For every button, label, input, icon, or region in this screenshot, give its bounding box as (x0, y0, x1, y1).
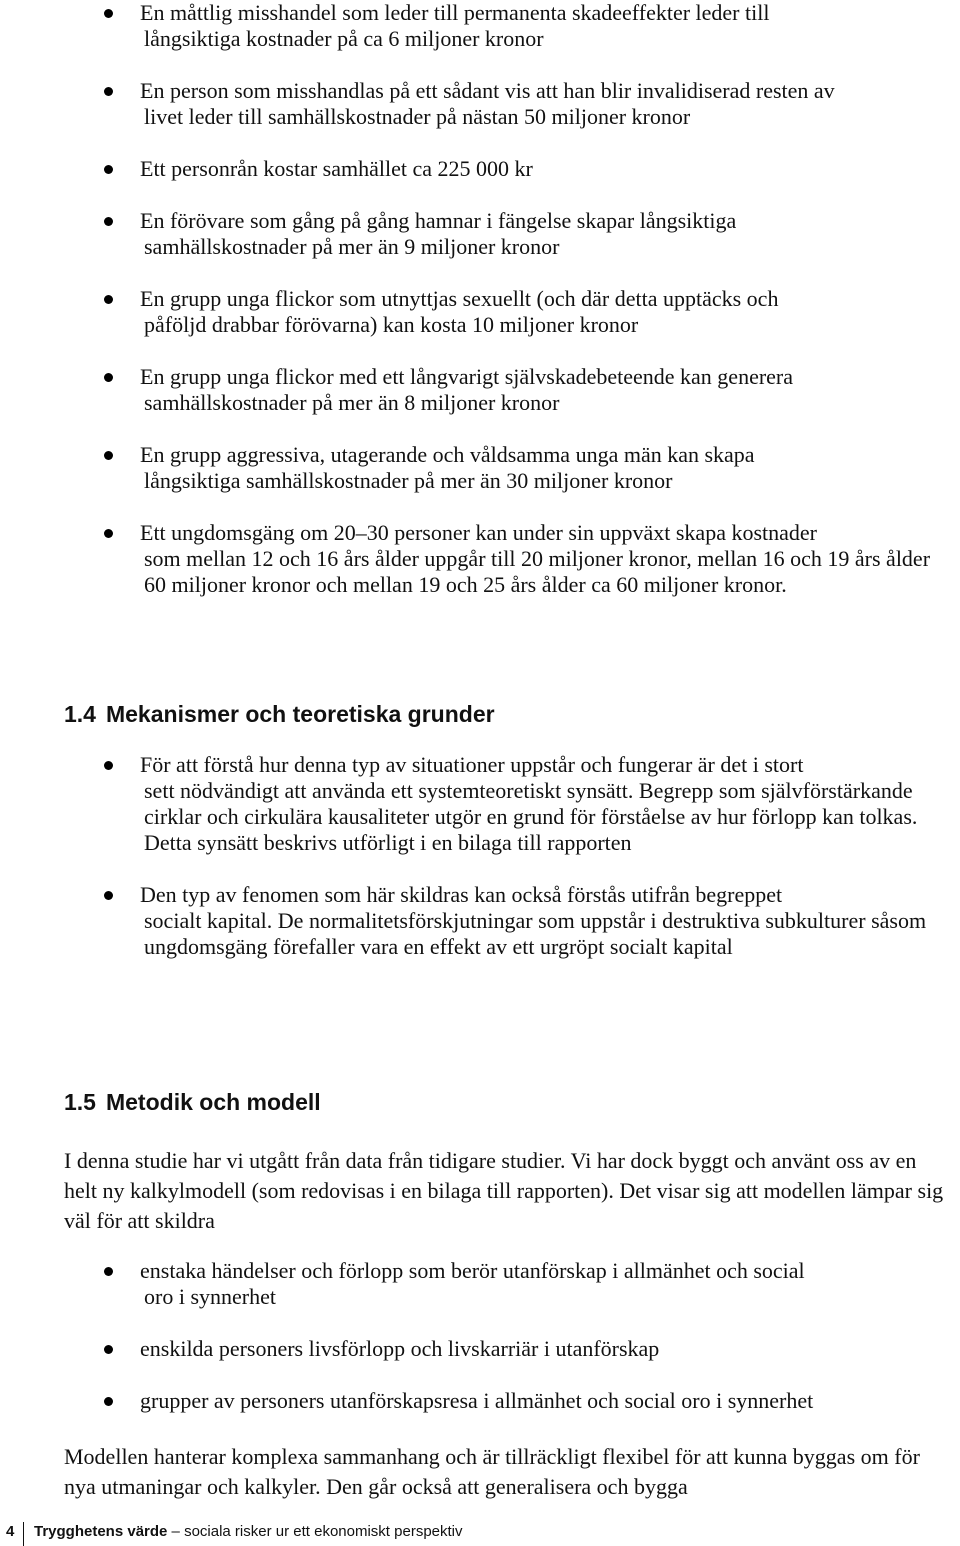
list-item: En grupp unga flickor med ett långvarigt självskadebeteende kan generera samhällskostnader på mer än 8 miljoner kronor (0, 364, 960, 416)
list-item: Den typ av fenomen som här skildras kan också förstås utifrån begreppet socialt kapital. De normalitetsförskjutningar som uppstår i destruktiva subkulturer såsom ungdomsgäng förefaller vara en effekt av ett urgröpt socialt kapital (0, 882, 960, 960)
list-item: Ett ungdomsgäng om 20–30 personer kan under sin uppväxt skapa kostnader som mellan 12 och 16 års ålder uppgår till 20 miljoner kronor, mellan 16 och 19 års ålder 60 miljoner kronor och mellan 19 och 25 års ålder ca 60 miljoner kronor. (0, 520, 960, 598)
page-footer (0, 1522, 960, 1546)
theory-list (0, 752, 960, 986)
footer-divider (23, 1522, 24, 1546)
page-number: 4 (6, 1523, 15, 1540)
footer-title: Trygghetens värde – sociala risker ur ett ekonomiskt perspektiv (34, 1523, 463, 1540)
cost-examples-list (0, 0, 960, 624)
section-heading-1-5: 1.5 Metodik och modell (64, 1089, 321, 1115)
model-paragraph: Modellen hanterar komplexa sammanhang och är tillräckligt flexibel för att kunna byggas om för nya utmaningar och kalkyler. Den går också att generalisera och bygga (64, 1444, 920, 1499)
list-item: grupper av personers utanförskapsresa i allmänhet och social oro i synnerhet (0, 1388, 960, 1414)
model-scope-list (0, 1258, 960, 1440)
list-item: En grupp aggressiva, utagerande och våldsamma unga män kan skapa långsiktiga samhällskostnader på mer än 30 miljoner kronor (0, 442, 960, 494)
section-heading-1-4: 1.4 Mekanismer och teoretiska grunder (64, 701, 495, 727)
list-item: En måttlig misshandel som leder till permanenta skadeeffekter leder till långsiktiga kostnader på ca 6 miljoner kronor (0, 0, 960, 52)
list-item: För att förstå hur denna typ av situationer uppstår och fungerar är det i stort sett nödvändigt att använda ett systemteoretiskt synsätt. Begrepp som självförstärkande cirklar och cirkulära kausaliteter utgör en grund för förståelse av hur förlopp kan tolkas. Detta synsätt beskrivs utförligt i en bilaga till rapporten (0, 752, 960, 856)
list-item: En grupp unga flickor som utnyttjas sexuellt (och där detta upptäcks och påföljd drabbar förövarna) kan kosta 10 miljoner kronor (0, 286, 960, 338)
list-item: enstaka händelser och förlopp som berör utanförskap i allmänhet och social oro i synnerhet (0, 1258, 960, 1310)
list-item: En person som misshandlas på ett sådant vis att han blir invalidiserad resten av livet leder till samhällskostnader på nästan 50 miljoner kronor (0, 78, 960, 130)
list-item: enskilda personers livsförlopp och livskarriär i utanförskap (0, 1336, 960, 1362)
method-paragraph: I denna studie har vi utgått från data från tidigare studier. Vi har dock byggt och använt oss av en helt ny kalkylmodell (som redovisas i en bilaga till rapporten). Det visar sig att modellen lämpar sig väl för att skildra (64, 1148, 944, 1233)
list-item: Ett personrån kostar samhället ca 225 000 kr (0, 156, 960, 182)
list-item: En förövare som gång på gång hamnar i fängelse skapar långsiktiga samhällskostnader på mer än 9 miljoner kronor (0, 208, 960, 260)
